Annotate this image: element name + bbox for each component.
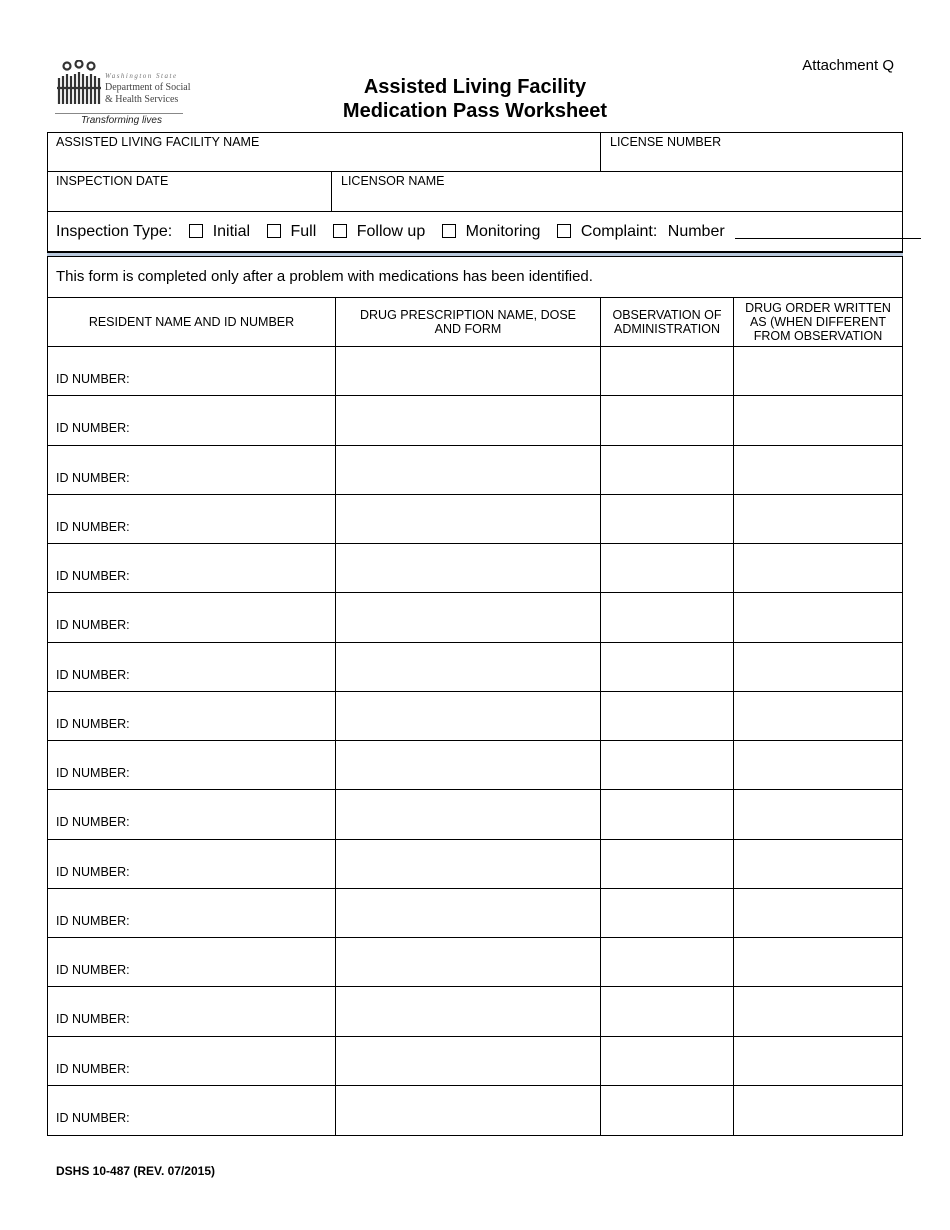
- complaint-number-input[interactable]: [735, 224, 921, 239]
- title-line2: Medication Pass Worksheet: [342, 100, 608, 122]
- row-divider: [47, 1036, 903, 1037]
- divider: [47, 171, 903, 172]
- divider: [600, 132, 601, 171]
- facility-name-field[interactable]: ASSISTED LIVING FACILITY NAME: [56, 135, 260, 149]
- row-divider: [47, 986, 903, 987]
- column-divider: [600, 297, 601, 1136]
- complaint-number-label: Number: [667, 223, 725, 240]
- row-divider: [47, 543, 903, 544]
- row-divider: [47, 494, 903, 495]
- full-option-label: Full: [290, 223, 317, 240]
- title-line1: Assisted Living Facility: [363, 76, 587, 98]
- row-divider: [47, 346, 903, 347]
- initial-option-label: Initial: [212, 223, 251, 240]
- row-divider: [47, 839, 903, 840]
- inspection-type-row: [56, 223, 921, 241]
- column-divider: [733, 297, 734, 1136]
- id-number-label: ID NUMBER:: [56, 421, 130, 435]
- id-number-label: ID NUMBER:: [56, 618, 130, 632]
- form-note: This form is completed only after a problem with medications has been identified.: [56, 268, 593, 285]
- header-drug-order: DRUG ORDER WRITTEN AS (WHEN DIFFERENT FROM OBSERVATION: [745, 301, 891, 343]
- licensor-name-field[interactable]: LICENSOR NAME: [341, 174, 445, 188]
- id-number-label: ID NUMBER:: [56, 717, 130, 731]
- monitoring-option-label: Monitoring: [465, 223, 541, 240]
- initial-checkbox[interactable]: [189, 224, 203, 238]
- row-divider: [47, 445, 903, 446]
- license-number-field[interactable]: LICENSE NUMBER: [610, 135, 722, 149]
- id-number-label: ID NUMBER:: [56, 1012, 130, 1026]
- header-observation: OBSERVATION OF ADMINISTRATION: [612, 308, 722, 336]
- follow-up-checkbox[interactable]: [333, 224, 347, 238]
- attachment-label: Attachment Q: [802, 57, 894, 74]
- row-divider: [47, 592, 903, 593]
- id-number-label: ID NUMBER:: [56, 914, 130, 928]
- id-number-label: ID NUMBER:: [56, 766, 130, 780]
- logo-state: Washington State: [105, 72, 178, 80]
- row-divider: [47, 937, 903, 938]
- form-number: DSHS 10-487 (REV. 07/2015): [56, 1164, 215, 1178]
- inspection-type-label: Inspection Type:: [56, 223, 173, 240]
- complaint-checkbox[interactable]: [557, 224, 571, 238]
- divider: [47, 211, 903, 212]
- header-drug: DRUG PRESCRIPTION NAME, DOSE AND FORM: [360, 308, 576, 336]
- full-checkbox[interactable]: [267, 224, 281, 238]
- header-resident: RESIDENT NAME AND ID NUMBER: [88, 315, 295, 329]
- id-number-label: ID NUMBER:: [56, 372, 130, 386]
- id-number-label: ID NUMBER:: [56, 1062, 130, 1076]
- inspection-date-field[interactable]: INSPECTION DATE: [56, 174, 169, 188]
- row-divider: [47, 888, 903, 889]
- row-divider: [47, 789, 903, 790]
- medication-table: [47, 256, 903, 1136]
- row-divider: [47, 642, 903, 643]
- id-number-label: ID NUMBER:: [56, 668, 130, 682]
- id-number-label: ID NUMBER:: [56, 1111, 130, 1125]
- id-number-label: ID NUMBER:: [56, 569, 130, 583]
- row-divider: [47, 395, 903, 396]
- row-divider: [47, 691, 903, 692]
- complaint-option-label: Complaint:: [580, 223, 658, 240]
- id-number-label: ID NUMBER:: [56, 520, 130, 534]
- logo-dept-line2: & Health Services: [105, 94, 179, 105]
- id-number-label: ID NUMBER:: [56, 815, 130, 829]
- id-number-label: ID NUMBER:: [56, 865, 130, 879]
- id-number-label: ID NUMBER:: [56, 471, 130, 485]
- divider: [331, 171, 332, 211]
- id-number-label: ID NUMBER:: [56, 963, 130, 977]
- row-divider: [47, 1085, 903, 1086]
- monitoring-checkbox[interactable]: [442, 224, 456, 238]
- page-title: [0, 75, 950, 123]
- row-divider: [47, 740, 903, 741]
- logo-dept-line1: Department of Social: [105, 82, 191, 93]
- logo-tagline: Transforming lives: [81, 115, 162, 126]
- follow-up-option-label: Follow up: [356, 223, 426, 240]
- column-divider: [335, 297, 336, 1136]
